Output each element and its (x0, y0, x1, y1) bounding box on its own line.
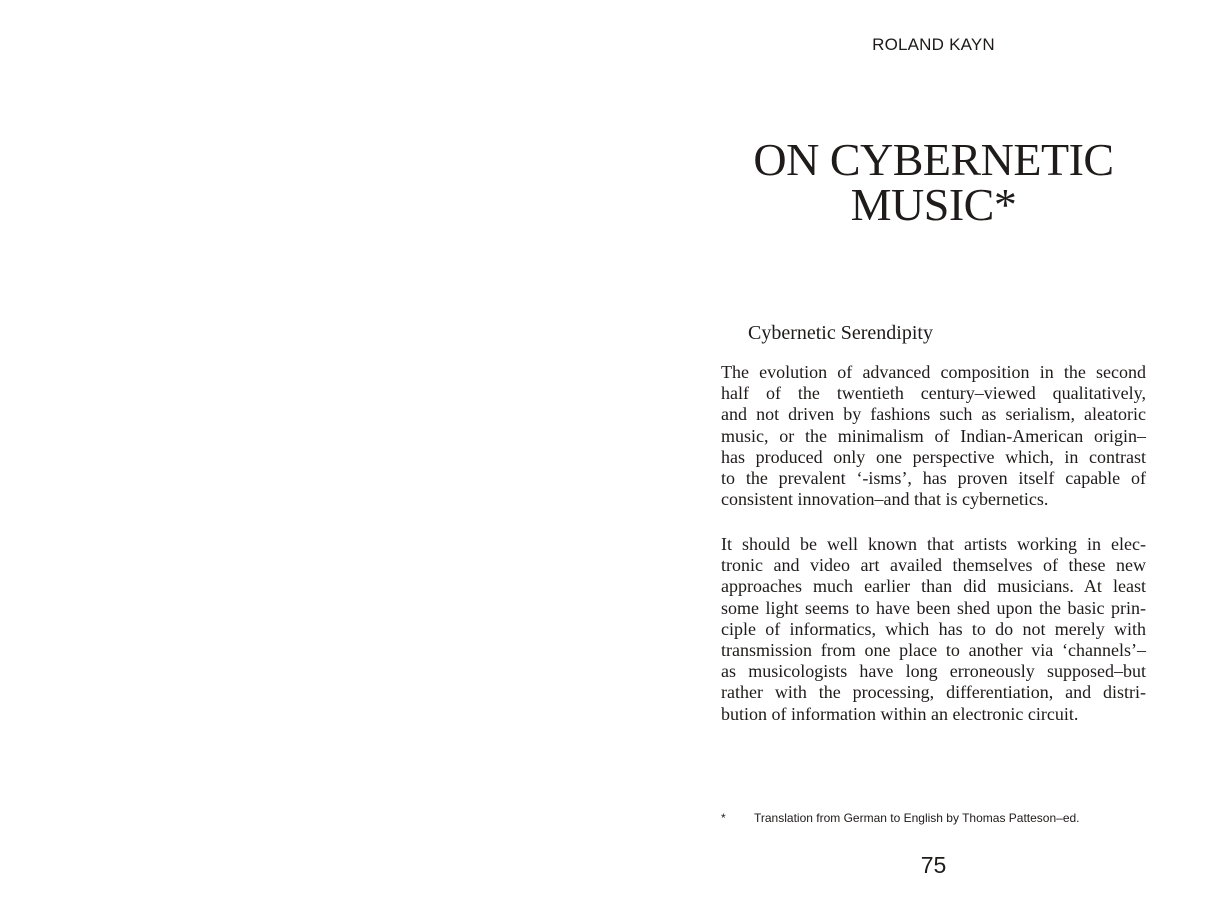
footnote-marker: * (721, 811, 726, 825)
footnote-text: Translation from German to English by Thomas Patteson–ed. (754, 811, 1080, 825)
body-text-line: bution of information within an electronic circuit. (721, 703, 1079, 724)
body-text-line: has produced only one perspective which, in contrast (721, 446, 1146, 467)
body-text-line: consistent innovation–and that is cybernetics. (721, 489, 1049, 510)
section-heading: Cybernetic Serendipity (748, 322, 933, 344)
body-paragraph (721, 534, 1146, 725)
body-text-line: half of the twentieth century–viewed qualitatively, (721, 383, 1146, 404)
body-text-line: as musicologists have long erroneously supposed–but (721, 661, 1146, 682)
body-text-line: The evolution of advanced composition in the second (721, 362, 1146, 382)
running-head-author: ROLAND KAYN (872, 35, 995, 54)
body-text-line: rather with the processing, differentiation, and distri- (721, 682, 1146, 703)
body-text-line: some light seems to have been shed upon the basic prin- (721, 597, 1146, 618)
page-number: 75 (920, 852, 947, 878)
article-title-line2: MUSIC* (850, 179, 1017, 230)
body-text-line: approaches much earlier than did musicians. At least (721, 576, 1146, 597)
body-text-line: tronic and video art availed themselves of these new (721, 555, 1146, 576)
body-text-line: and not driven by fashions such as serialism, aleatoric (721, 404, 1146, 425)
body-text-line: music, or the minimalism of Indian-American origin– (721, 425, 1146, 446)
body-text-line: transmission from one place to another via ‘channels’– (721, 640, 1146, 661)
article-title-line1: ON CYBERNETIC (753, 134, 1114, 185)
footnote (721, 810, 1146, 826)
body-text-line: It should be well known that artists working in elec- (721, 534, 1146, 554)
body-text-line: to the prevalent ‘-isms’, has proven itself capable of (721, 468, 1146, 489)
body-paragraph (721, 362, 1146, 510)
article-title (721, 134, 1146, 230)
body-text-line: ciple of informatics, which has to do not merely with (721, 618, 1146, 639)
